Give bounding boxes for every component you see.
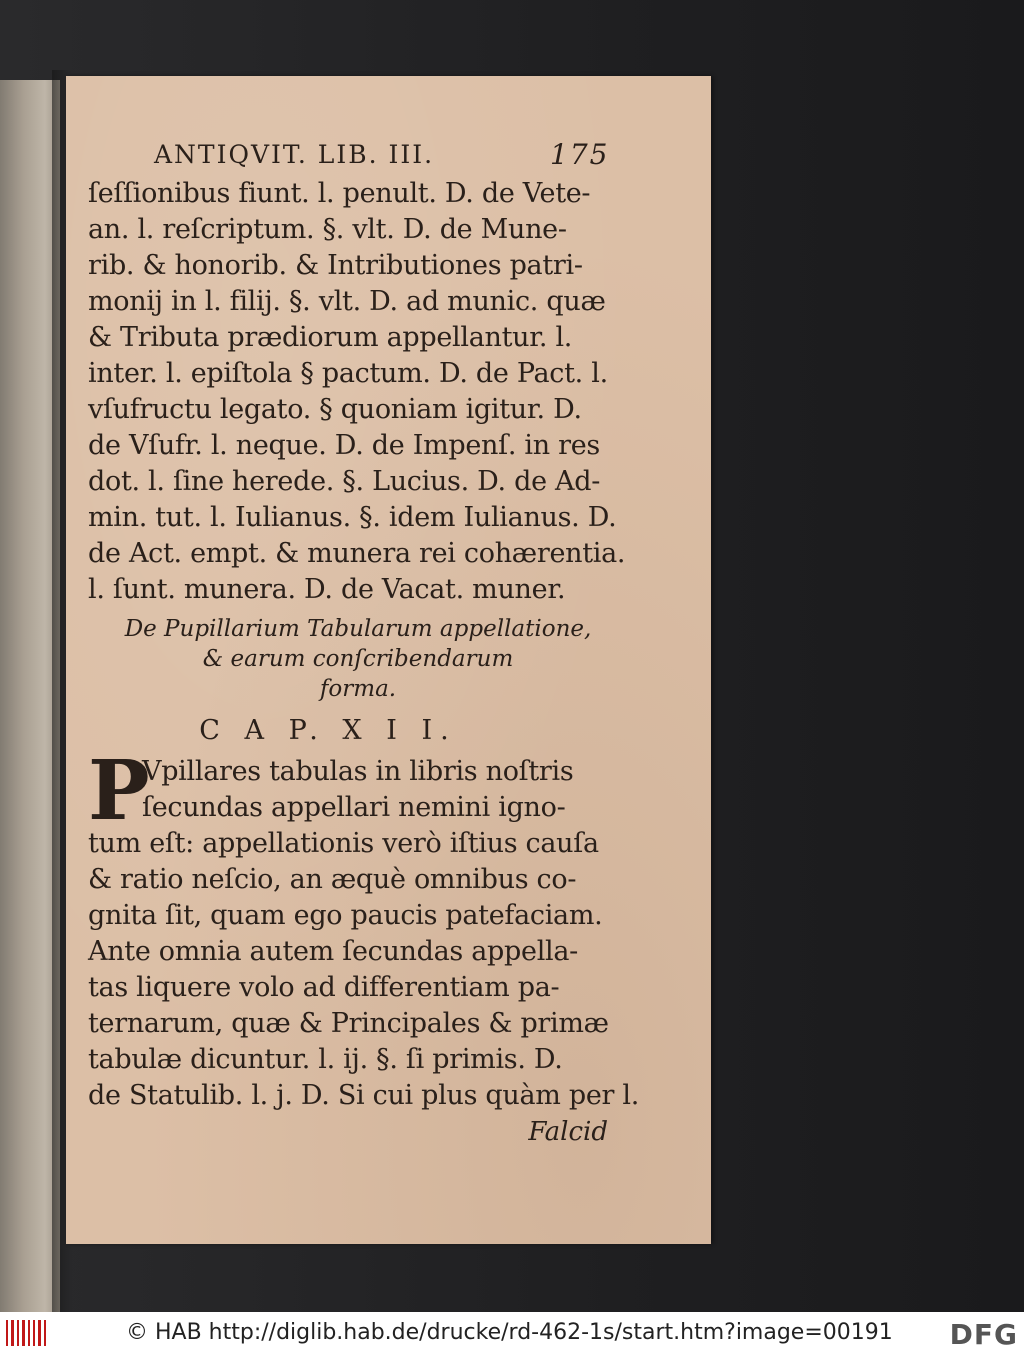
facing-page-edge [0, 80, 60, 1312]
text-line: de Statulib. l. j. D. Si cui plus quàm per l. [88, 1080, 640, 1111]
text-line: tabulæ dicuntur. l. ij. §. ſi primis. D. [88, 1044, 563, 1075]
text-line: vſufructu legato. § quoniam igitur. D. [88, 394, 582, 425]
hab-logo-icon [6, 1320, 46, 1346]
text-line: & Tributa prædiorum appellantur. l. [88, 322, 573, 353]
heading-line: & earum conſcribendarum [202, 646, 514, 672]
book-page [66, 76, 711, 1244]
page-number: 175 [550, 138, 610, 171]
chapter-number: C A P. X I I. [199, 715, 457, 746]
text-line: l. ſunt. munera. D. de Vacat. muner. [88, 574, 566, 605]
chapter-paragraph [88, 743, 640, 1114]
text-line: an. l. reſcriptum. §. vlt. D. de Mune- [88, 214, 567, 245]
body-text [88, 176, 628, 608]
copyright-url[interactable]: © HAB http://diglib.hab.de/drucke/rd-462-1s/start.htm?image=00191 [126, 1320, 893, 1345]
text-line: ternarum, quæ & Principales & primæ [88, 1008, 609, 1039]
chapter-heading [88, 614, 628, 704]
text-line: ſecundas appellari nemini igno- [142, 792, 566, 823]
text-line: & ratio neſcio, an æquè omnibus co- [88, 864, 577, 895]
text-line: ſeſſionibus fiunt. l. penult. D. de Vete- [88, 178, 591, 209]
text-line: tas liquere volo ad differentiam pa- [88, 972, 560, 1003]
text-line: monij in l. filij. §. vlt. D. ad munic. quæ [88, 286, 606, 317]
drop-capital: P [88, 743, 150, 839]
text-line: de Act. empt. & munera rei cohærentia. [88, 538, 626, 569]
text-line: Vpillares tabulas in libris noſtris [142, 756, 574, 787]
footer-bar [0, 1312, 1024, 1354]
text-line: dot. l. ſine herede. §. Lucius. D. de Ad- [88, 466, 601, 497]
heading-line: forma. [319, 676, 397, 702]
text-line: Ante omnia autem ſecundas appella- [88, 936, 578, 967]
dfg-logo-icon: DFG [949, 1318, 1018, 1351]
text-line: min. tut. l. Iulianus. §. idem Iulianus. D. [88, 502, 617, 533]
text-line: de Vſufr. l. neque. D. de Impenſ. in res [88, 430, 600, 461]
text-line: rib. & honorib. & Intributiones patri- [88, 250, 583, 281]
text-line: gnita ſit, quam ego paucis patefaciam. [88, 900, 603, 931]
catchword: Falcid [528, 1117, 608, 1147]
running-head [88, 136, 628, 176]
running-head-title: ANTIQVIT. LIB. III. [154, 140, 435, 169]
text-line: tum eſt: appellationis verò iſtius cauſa [88, 828, 599, 859]
text-line: inter. l. epiſtola § pactum. D. de Pact. l. [88, 358, 608, 389]
heading-line: De Pupillarium Tabularum appellatione, [124, 616, 592, 642]
page-text [88, 136, 640, 1150]
